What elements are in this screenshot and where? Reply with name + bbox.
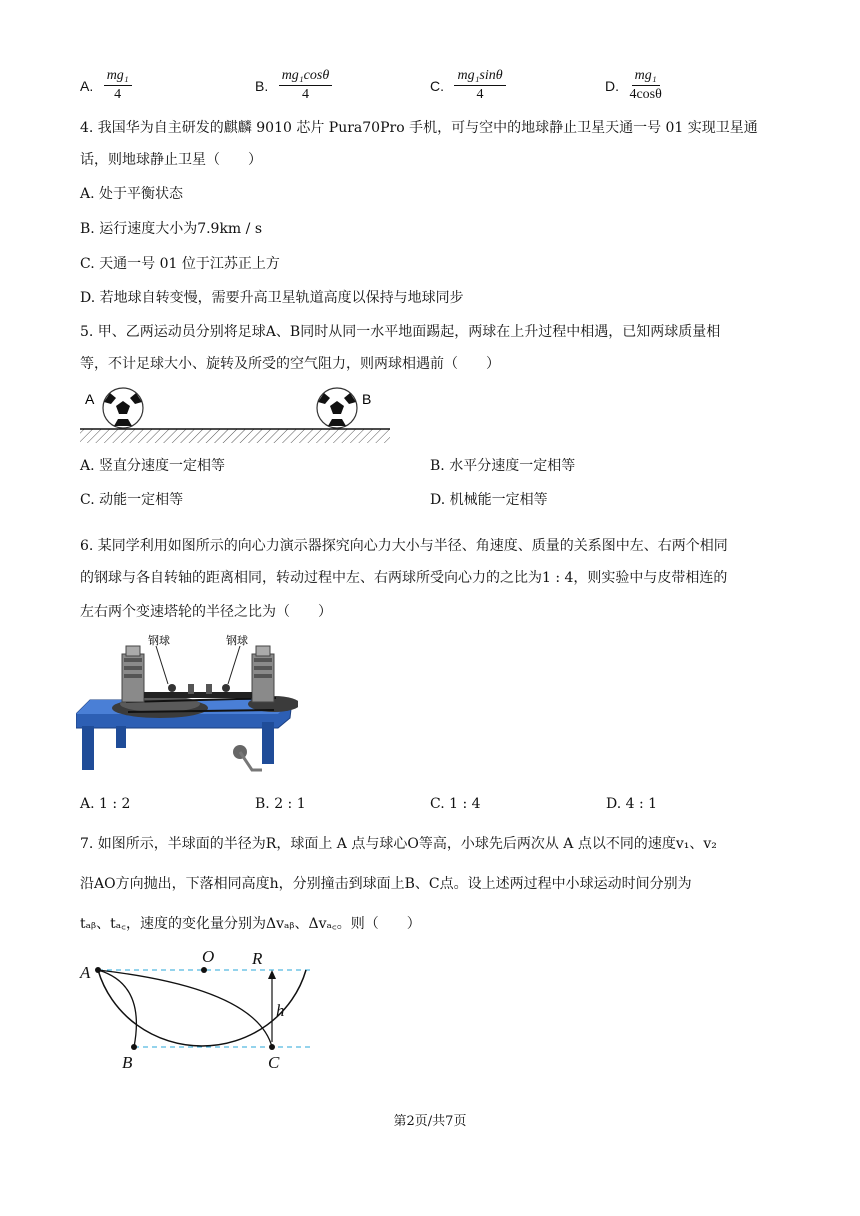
q6-stem-line-3: 左右两个变速塔轮的半径之比为（ ）: [80, 604, 332, 620]
steel-ball-label-right: 钢球: [226, 634, 248, 647]
q7-stem-line-3: tₐᵦ、tₐ꜀，速度的变化量分别为Δvₐᵦ、Δvₐ꜀。则（ ）: [80, 916, 421, 932]
fraction: $\frac{\text{mg₁sinθ}}{4}$: [454, 68, 505, 103]
q6-option-b[interactable]: B. 2 : 1: [255, 796, 306, 812]
q4-option-b[interactable]: B. 运行速度大小为7.9km / s: [80, 221, 263, 237]
label-a: A: [80, 963, 91, 982]
label-b: B: [122, 1053, 133, 1072]
q6-stem-line-1: 6. 某同学利用如图所示的向心力演示器探究向心力大小与半径、角速度、质量的关系图中左、右两个相同: [80, 538, 728, 554]
q4-option-c[interactable]: C. 天通一号 01 位于江苏正上方: [80, 256, 280, 272]
soccer-figure: [80, 382, 392, 448]
q6-option-d[interactable]: D. 4 : 1: [606, 796, 658, 812]
q4-stem-line-1: 4. 我国华为自主研发的麒麟 9010 芯片 Pura70Pro 手机，可与空中的地球静止卫星天通一号 01 实现卫星通: [80, 120, 758, 136]
option-label: C.: [430, 77, 444, 94]
q5-stem-line-2: 等，不计足球大小、旋转及所受的空气阻力，则两球相遇前（ ）: [80, 356, 500, 372]
soccer-ball-b-icon: [317, 388, 357, 428]
q7-stem-line-1: 7. 如图所示，半球面的半径为R，球面上 A 点与球心O等高，小球先后两次从 A 点以不同的速度v₁、v₂: [80, 836, 717, 852]
option-label: A.: [80, 77, 94, 94]
q3-option-b[interactable]: [255, 68, 332, 103]
q3-option-d[interactable]: [605, 68, 662, 103]
q6-option-a[interactable]: A. 1 : 2: [80, 796, 131, 812]
q4-stem-line-2: 话，则地球静止卫星（ ）: [80, 152, 262, 168]
q5-option-a[interactable]: A. 竖直分速度一定相等: [80, 458, 226, 474]
centripetal-apparatus-figure: [76, 632, 298, 780]
q3-option-c[interactable]: [430, 68, 506, 103]
label-r: R: [252, 949, 263, 968]
option-label: B.: [255, 77, 269, 94]
q5-option-d[interactable]: D. 机械能一定相等: [430, 492, 548, 508]
label-c: C: [268, 1053, 280, 1072]
ground-hatch: [80, 429, 390, 443]
q3-option-a[interactable]: [80, 68, 132, 103]
q3-options-row: [80, 68, 800, 112]
q5-stem-line-1: 5. 甲、乙两运动员分别将足球A、B同时从同一水平地面踢起，两球在上升过程中相遇，已知两球质量相: [80, 324, 721, 340]
q5-option-c[interactable]: C. 动能一定相等: [80, 492, 184, 508]
label-o: O: [202, 947, 215, 966]
q7-stem-line-2: 沿AO方向抛出，下落相同高度h，分别撞击到球面上B、C点。设上述两过程中小球运动时间分别为: [80, 876, 692, 892]
q5-option-b[interactable]: B. 水平分速度一定相等: [430, 458, 576, 474]
label-h: h: [276, 1001, 285, 1020]
q6-stem-line-2: 的钢球与各自转轴的距离相同，转动过程中左、右两球所受向心力的之比为1 : 4，则实验中与皮带相连的: [80, 570, 728, 586]
hemisphere-figure: [76, 944, 316, 1076]
q6-option-c[interactable]: C. 1 : 4: [430, 796, 481, 812]
page-footer: 第2页/共7页: [393, 1114, 467, 1129]
fraction: $\frac{\text{mg₁}}{4}$: [104, 68, 132, 103]
option-label: D.: [605, 77, 619, 94]
soccer-ball-a-icon: [103, 388, 143, 428]
fraction: $\frac{\text{mg₁cosθ}}{4}$: [279, 68, 333, 103]
ball-a-label: A: [85, 391, 95, 407]
q4-option-a[interactable]: A. 处于平衡状态: [80, 186, 184, 202]
steel-ball-label-left: 钢球: [148, 634, 170, 647]
q4-option-d[interactable]: D. 若地球自转变慢，需要升高卫星轨道高度以保持与地球同步: [80, 290, 464, 306]
fraction: $\frac{\text{mg₁}}{4\cos\theta}$: [629, 68, 662, 102]
ball-b-label: B: [362, 391, 372, 407]
